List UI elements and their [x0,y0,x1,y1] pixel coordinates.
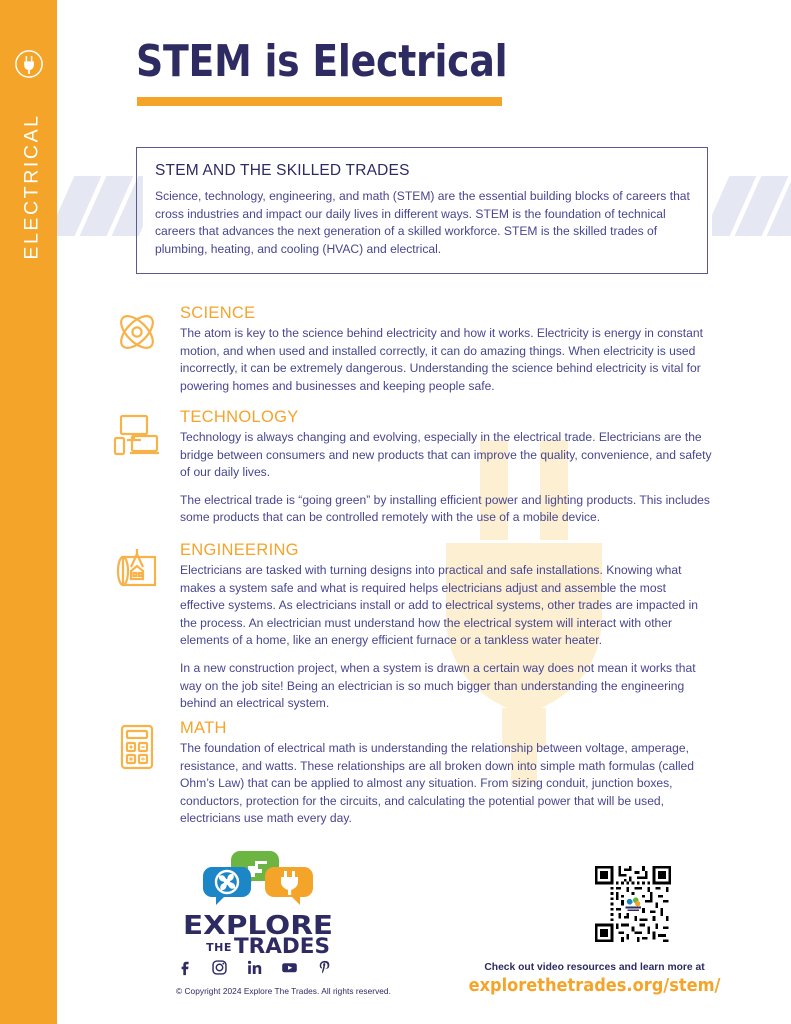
instagram-icon[interactable] [211,959,228,976]
explore-the-trades-logo [178,849,338,959]
cta-text: Check out video resources and learn more at [484,962,705,973]
paragraph: In a new construction project, when a system is drawn a certain way does not mean it works that way on the job site! Being an electrician is so much bigger than understanding the engineering behind an electrical system. [180,660,696,711]
youtube-icon[interactable] [281,959,298,976]
decorative-stripes-right [712,176,791,236]
section-body-math [180,740,712,828]
intro-box [136,147,708,274]
logo-bubbles [178,849,338,905]
title-underline-rule [137,97,502,106]
page-title: STEM is Electrical [136,36,508,87]
paragraph: Technology is always changing and evolving, especially in the electrical trade. Electricians are the bridge between consumers and new products that can improve the quality, convenience, and safety of our daily lives. [180,430,712,480]
atom-icon [113,308,161,356]
devices-icon [113,412,161,460]
plug-bubble-icon [265,867,313,905]
cta-url[interactable]: explorethetrades.org/stem/ [468,975,721,996]
linkedin-icon[interactable] [246,959,263,976]
fan-bubble-icon [203,867,251,905]
paragraph: The atom is key to the science behind electricity and how it works. Electricity is energy in constant motion, and when used and installed correctly, it can do amazing things. When electricity is used incorrectly, it can be extremely dangerous. Understanding the science behind electricity is vital for powering homes and businesses and keeping people safe. [180,326,703,393]
intro-heading: STEM AND THE SKILLED TRADES [155,162,410,179]
section-heading-engineering: ENGINEERING [180,541,299,559]
pinterest-icon[interactable] [316,959,333,976]
blueprint-icon [113,545,161,593]
logo-word-the: THE [206,941,232,954]
facebook-icon[interactable] [176,959,193,976]
qr-code[interactable] [595,866,671,942]
calculator-icon [113,723,161,771]
section-heading-science: SCIENCE [180,304,256,322]
sidebar-label: ELECTRICAL [20,113,43,260]
section-heading-math: MATH [180,719,227,737]
section-body-science [180,325,712,395]
logo-word-top: EXPLORE [183,912,333,941]
sidebar [0,0,57,1024]
paragraph: The electrical trade is “going green” by installing efficient power and lighting products. This includes some products that can be controlled remotely with the use of a mobile device. [180,492,710,525]
section-heading-technology: TECHNOLOGY [180,408,299,426]
section-body-technology [180,429,712,527]
decorative-stripes-left [57,176,143,236]
social-links [176,959,333,976]
paragraph: The foundation of electrical math is understanding the relationship between voltage, amperage, resistance, and watts. These relationships are all broken down into simple math formulas (called Ohm’s Law) that can be applied to almost any situation. From sizing conduit, junction boxes, conductors, protection for the circuits, and calculating the potential power that will be used, electricians use math every day. [180,741,695,826]
section-body-engineering [180,562,712,713]
paragraph: Electricians are tasked with turning designs into practical and safe installations. Knowing what makes a system safe and what is required helps electricians adjust and assemble the most effective systems. As electricians install or add to electrical systems, other trades are impacted in the process. An electrician must understand how the electrical system will interact with other elements of a home, like an energy efficient furnace or a tankless water heater. [180,563,699,648]
logo-word-trades: TRADES [234,934,330,954]
plug-in-circle-icon [14,49,44,79]
logo-wordmark [178,912,338,954]
intro-body: Science, technology, engineering, and math (STEM) are the essential building blocks of careers that cross industries and impact our daily lives in different ways. STEM is the foundation of technical careers that advances the next generation of a skilled workforce. STEM is the skilled trades of plumbing, heating, and cooling (HVAC) and electrical. [155,189,690,256]
copyright-text: © Copyright 2024 Explore The Trades. All rights reserved. [176,986,391,996]
